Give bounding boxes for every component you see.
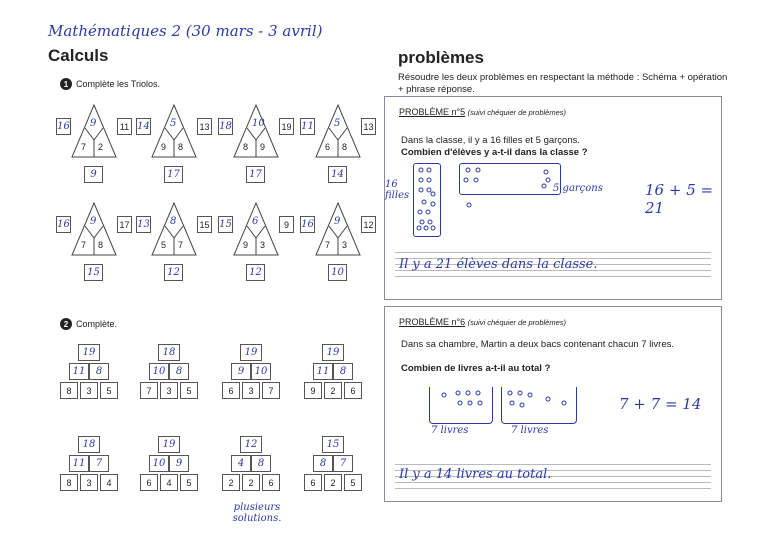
pyramid-bottom-1: 6: [222, 382, 240, 399]
triolo-bottom-right: 3: [342, 240, 348, 250]
triolo-bottom-right: 8: [178, 142, 184, 152]
triolo: [300, 202, 376, 292]
problem5-box: [384, 96, 722, 300]
number-pyramid: [222, 436, 282, 492]
problem6-calculation: 7 + 7 = 14: [619, 395, 702, 413]
problem6-text: Dans sa chambre, Martin a deux bacs contenant chacun 7 livres.: [401, 339, 675, 350]
problemes-heading: problèmes: [398, 48, 484, 67]
triolo-left: 13: [136, 216, 151, 233]
triolo: [56, 202, 132, 292]
bin-b-dots: [502, 387, 576, 423]
pyramid-bottom-2: 3: [80, 382, 98, 399]
pyramid-bottom-1: 6: [140, 474, 158, 491]
problem5-question: Combien d'élèves y a-t-il dans la classe ?: [401, 147, 588, 158]
triolo-sum: 17: [164, 166, 183, 183]
note-several-solutions: plusieurs solutions.: [232, 502, 282, 524]
triolo-left: 16: [56, 216, 71, 233]
pyramid-top: 19: [78, 344, 100, 361]
problem5-title-row: [399, 107, 566, 117]
triolo-bottom-right: 9: [260, 142, 266, 152]
boys-dots: [460, 164, 560, 194]
triolo-bottom-left: 5: [161, 240, 167, 250]
pyramid-bottom-1: 7: [140, 382, 158, 399]
triolo-top: 5: [170, 118, 177, 129]
triolo-triangle: [315, 202, 361, 256]
pyramid-mid-left: 11: [313, 363, 333, 380]
pyramid-mid-right: 9: [169, 455, 189, 472]
pyramid-top: 19: [158, 436, 180, 453]
pyramid-bottom-3: 5: [180, 382, 198, 399]
triolo: [56, 104, 132, 194]
triolo-bottom-left: 9: [161, 142, 167, 152]
triolo: [136, 202, 212, 292]
pyramid-mid-right: 8: [333, 363, 353, 380]
pyramid-mid-right: 8: [89, 363, 109, 380]
pyramid-bottom-3: 4: [100, 474, 118, 491]
pyramid-bottom-2: 2: [242, 474, 260, 491]
pyramid-bottom-1: 8: [60, 474, 78, 491]
stray-dot: [465, 201, 473, 209]
pyramid-bottom-1: 6: [304, 474, 322, 491]
pyramid-mid-right: 10: [251, 363, 271, 380]
bin-a-dots: [430, 387, 492, 423]
triolo-top: 10: [252, 118, 265, 129]
triolo-sum: 10: [328, 264, 347, 281]
girls-dots: [414, 164, 440, 236]
triolo-top: 6: [252, 216, 259, 227]
number-pyramid: [304, 436, 364, 492]
pyramid-mid-left: 8: [313, 455, 333, 472]
pyramid-bottom-2: 2: [324, 474, 342, 491]
triolo: [218, 104, 294, 194]
triolo-left: 15: [218, 216, 233, 233]
pyramid-bottom-1: 9: [304, 382, 322, 399]
triolo-bottom-right: 7: [178, 240, 184, 250]
triolo-bottom-right: 8: [342, 142, 348, 152]
pyramid-top: 18: [158, 344, 180, 361]
triolo-right: 17: [117, 216, 132, 233]
triolo-sum: 12: [164, 264, 183, 281]
pyramid-bottom-2: 4: [160, 474, 178, 491]
problem5-subtitle: (suivi chéquier de problèmes): [467, 108, 567, 117]
number-pyramid: [304, 344, 364, 400]
instructions: Résoudre les deux problèmes en respectant la méthode : Schéma + opération + phrase réponse.: [398, 72, 728, 95]
pyramid-top: 19: [322, 344, 344, 361]
triolo-left: 11: [300, 118, 315, 135]
problem6-label-a: 7 livres: [431, 425, 469, 436]
triolo-triangle: [71, 202, 117, 256]
triolo-triangle: [233, 104, 279, 158]
triolo-triangle: [151, 202, 197, 256]
pyramid-top: 18: [78, 436, 100, 453]
section1-label: Complète les Triolos.: [76, 79, 161, 89]
triolo-left: 14: [136, 118, 151, 135]
pyramid-mid-left: 9: [231, 363, 251, 380]
pyramid-bottom-2: 2: [324, 382, 342, 399]
triolo-top: 8: [170, 216, 177, 227]
triolo-bottom-right: 3: [260, 240, 266, 250]
triolo: [300, 104, 376, 194]
pyramid-bottom-3: 5: [180, 474, 198, 491]
triolo-triangle: [71, 104, 117, 158]
pyramid-mid-left: 10: [149, 363, 169, 380]
problem6-title-row: [399, 317, 566, 327]
triolo-top: 9: [90, 216, 97, 227]
triolo-right: 11: [117, 118, 132, 135]
pyramid-bottom-3: 7: [262, 382, 280, 399]
triolo-right: 9: [279, 216, 294, 233]
pyramid-bottom-3: 5: [344, 474, 362, 491]
triolo-sum: 17: [246, 166, 265, 183]
problem6-question: Combien de livres a-t-il au total ?: [401, 363, 551, 374]
pyramid-top: 19: [240, 344, 262, 361]
problem5-label-filles: 16 filles: [385, 179, 410, 201]
problem5-answer: Il y a 21 élèves dans la classe.: [399, 257, 598, 272]
triolo-triangle: [151, 104, 197, 158]
problem5-boys-bin: [459, 163, 561, 195]
number-pyramid: [60, 436, 120, 492]
problem6-label-b: 7 livres: [511, 425, 549, 436]
problem6-bin-b: [501, 387, 577, 424]
pyramid-mid-right: 7: [89, 455, 109, 472]
triolo-right: 13: [361, 118, 376, 135]
section2-label: Complète.: [76, 319, 118, 329]
number-pyramid: [222, 344, 282, 400]
pyramid-mid-left: 11: [69, 455, 89, 472]
section1-label-row: [60, 78, 160, 90]
pyramid-bottom-1: 2: [222, 474, 240, 491]
triolo-right: 12: [361, 216, 376, 233]
triolo-bottom-left: 7: [81, 240, 87, 250]
problem5-calculation: 16 + 5 = 21: [645, 181, 714, 217]
pyramid-bottom-3: 6: [344, 382, 362, 399]
triolo-sum: 14: [328, 166, 347, 183]
section1-number: 1: [60, 78, 72, 90]
triolo-right: 19: [279, 118, 294, 135]
number-pyramid: [140, 436, 200, 492]
pyramid-mid-left: 4: [231, 455, 251, 472]
pyramid-bottom-1: 8: [60, 382, 78, 399]
triolo-sum: 9: [84, 166, 103, 183]
problem5-label-garcons: 5 garçons: [553, 183, 603, 194]
problem6-title: PROBLÈME n°6: [399, 317, 466, 327]
triolo-left: 16: [300, 216, 315, 233]
problem6-answer: Il y a 14 livres au total.: [399, 467, 552, 482]
pyramid-bottom-3: 6: [262, 474, 280, 491]
pyramid-mid-right: 8: [169, 363, 189, 380]
pyramid-top: 15: [322, 436, 344, 453]
number-pyramid: [60, 344, 120, 400]
triolo-top: 5: [334, 118, 341, 129]
pyramid-mid-right: 8: [251, 455, 271, 472]
handwritten-title: Mathématiques 2 (30 mars - 3 avril): [48, 22, 323, 40]
triolo-right: 13: [197, 118, 212, 135]
triolo-top: 9: [334, 216, 341, 227]
number-pyramid: [140, 344, 200, 400]
pyramid-bottom-2: 3: [160, 382, 178, 399]
pyramid-bottom-2: 3: [242, 382, 260, 399]
triolo-sum: 15: [84, 264, 103, 281]
problem6-bin-a: [429, 387, 493, 424]
triolo-bottom-left: 9: [243, 240, 249, 250]
pyramid-top: 12: [240, 436, 262, 453]
triolo-bottom-left: 8: [243, 142, 249, 152]
triolo-bottom-right: 8: [98, 240, 104, 250]
triolo-top: 9: [90, 118, 97, 129]
calculs-heading: Calculs: [48, 46, 109, 65]
pyramid-bottom-3: 5: [100, 382, 118, 399]
section2-number: 2: [60, 318, 72, 330]
triolo-bottom-left: 7: [325, 240, 331, 250]
triolo: [136, 104, 212, 194]
triolo-bottom-left: 6: [325, 142, 331, 152]
triolo-bottom-right: 2: [98, 142, 104, 152]
section2-label-row: [60, 318, 117, 330]
triolo-right: 15: [197, 216, 212, 233]
problem6-box: [384, 306, 722, 502]
triolo-left: 16: [56, 118, 71, 135]
triolo-left: 18: [218, 118, 233, 135]
triolo-sum: 12: [246, 264, 265, 281]
problem5-text: Dans la classe, il y a 16 filles et 5 garçons.: [401, 135, 581, 146]
triolo: [218, 202, 294, 292]
triolo-bottom-left: 7: [81, 142, 87, 152]
pyramid-mid-right: 7: [333, 455, 353, 472]
triolo-triangle: [233, 202, 279, 256]
problem5-girls-bin: [413, 163, 441, 237]
triolo-triangle: [315, 104, 361, 158]
problem5-title: PROBLÈME n°5: [399, 107, 466, 117]
pyramid-mid-left: 11: [69, 363, 89, 380]
problem6-subtitle: (suivi chéquier de problèmes): [467, 318, 567, 327]
pyramid-mid-left: 10: [149, 455, 169, 472]
pyramid-bottom-2: 3: [80, 474, 98, 491]
